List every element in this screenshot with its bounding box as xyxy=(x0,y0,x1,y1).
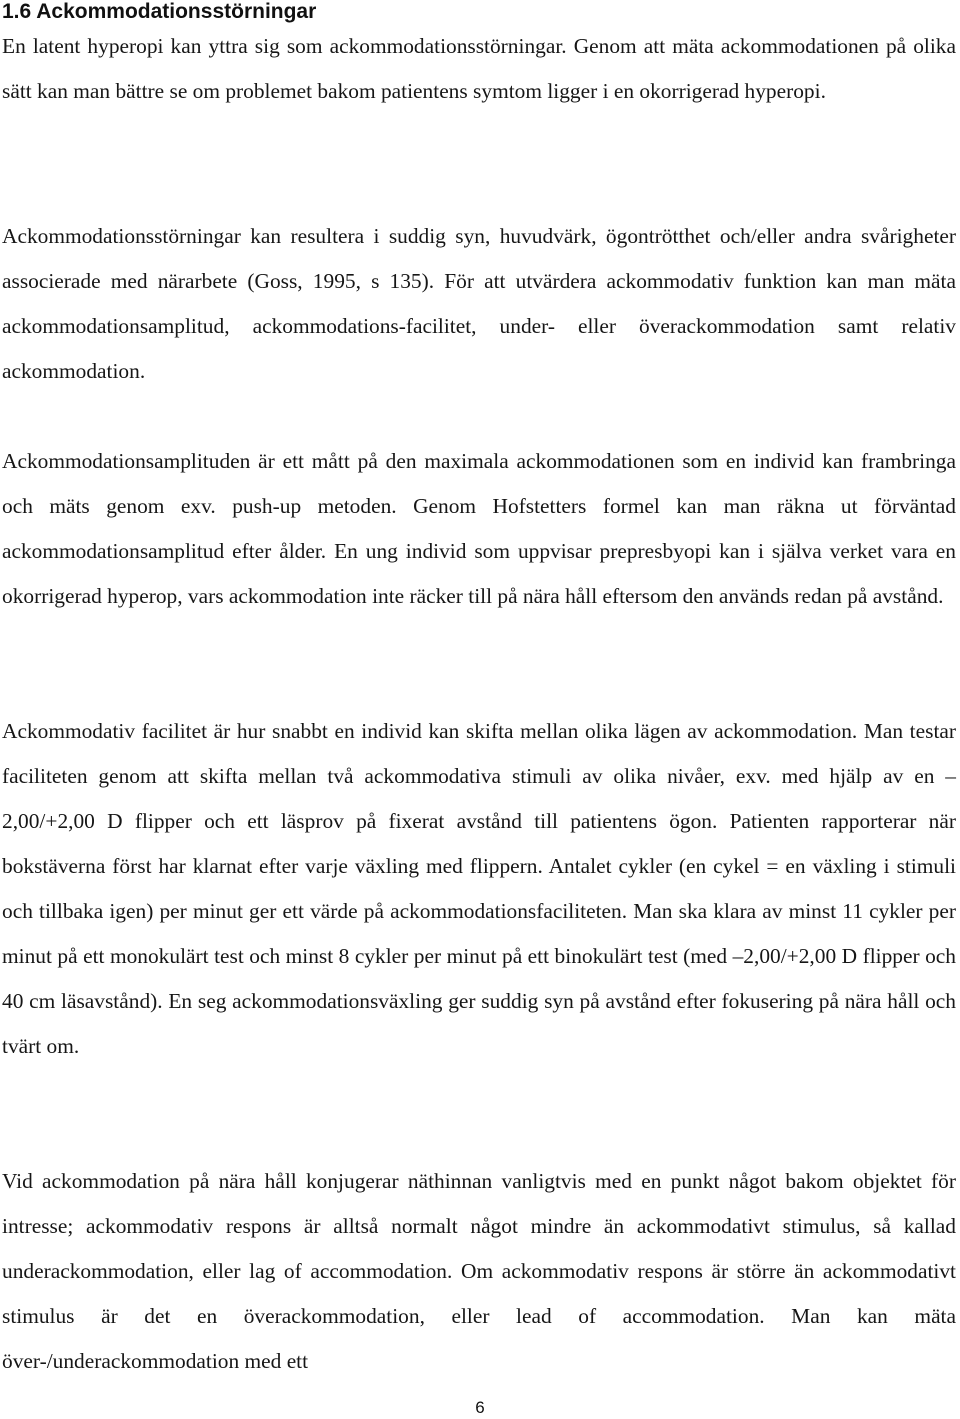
page-number: 6 xyxy=(475,1398,485,1417)
paragraph-symptoms: Ackommodationsstörningar kan resultera i suddig syn, huvudvärk, ögontrötthet och/eller andra svårigheter associerade med närarbete (Goss, 1995, s 135). För att utvärdera ackommodativ funktion kan man mäta ackommodationsamplitud, ackommodations-facilitet, under- eller överackommodation samt relativ ackommodation. xyxy=(2,224,956,383)
paragraph-facility: Ackommodativ facilitet är hur snabbt en individ kan skifta mellan olika lägen av ackommodation. Man testar faciliteten genom att skifta mellan två ackommodativa stimuli av olika nivåer, exv. med hjälp av en –2,00/+2,00 D flipper och ett läsprov på fixerat avstånd till patientens ögon. Patienten rapporterar när bokstäverna först har klarnat efter varje växling med flippern. Antalet cykler (en cykel = en växling i stimuli och tillbaka igen) per minut ger ett värde på ackommodationsfaciliteten. Man ska klara av minst 11 cykler per minut på ett monokulärt test och minst 8 cykler per minut på ett binokulärt test (med –2,00/+2,00 D flipper och 40 cm läsavstånd). En seg ackommodationsväxling ger suddig syn på avstånd efter fokusering på nära håll och tvärt om. xyxy=(2,719,956,1058)
paragraph-latent-hyperopia: En latent hyperopi kan yttra sig som ackommodationsstörningar. Genom att mäta ackommodationen på olika sätt kan man bättre se om problemet bakom patientens symtom ligger i en okorrigerad hyperopi. xyxy=(2,34,956,103)
paragraph-amplitude: Ackommodationsamplituden är ett mått på den maximala ackommodationen som en individ kan frambringa och mäts genom exv. push-up metoden. Genom Hofstetters formel kan man räkna ut förväntad ackommodationsamplitud efter ålder. En ung individ som uppvisar prepresbyopi kan i själva verket vara en okorrigerad hyperop, vars ackommodation inte räcker till på nära håll eftersom den används redan på avstånd. xyxy=(2,449,956,608)
paragraph-lag-lead: Vid ackommodation på nära håll konjugerar näthinnan vanligtvis med en punkt något bakom objektet för intresse; ackommodativ respons är alltså normalt något mindre än ackommodativt stimulus, så kallad underackommodation, eller lag of accommodation. Om ackommodativ respons är större än ackommodativt stimulus är det en överackommodation, eller lead of accommodation. Man kan mäta över-/underackommodation med ett xyxy=(2,1169,956,1373)
section-heading: 1.6 Ackommodationsstörningar xyxy=(2,0,317,23)
